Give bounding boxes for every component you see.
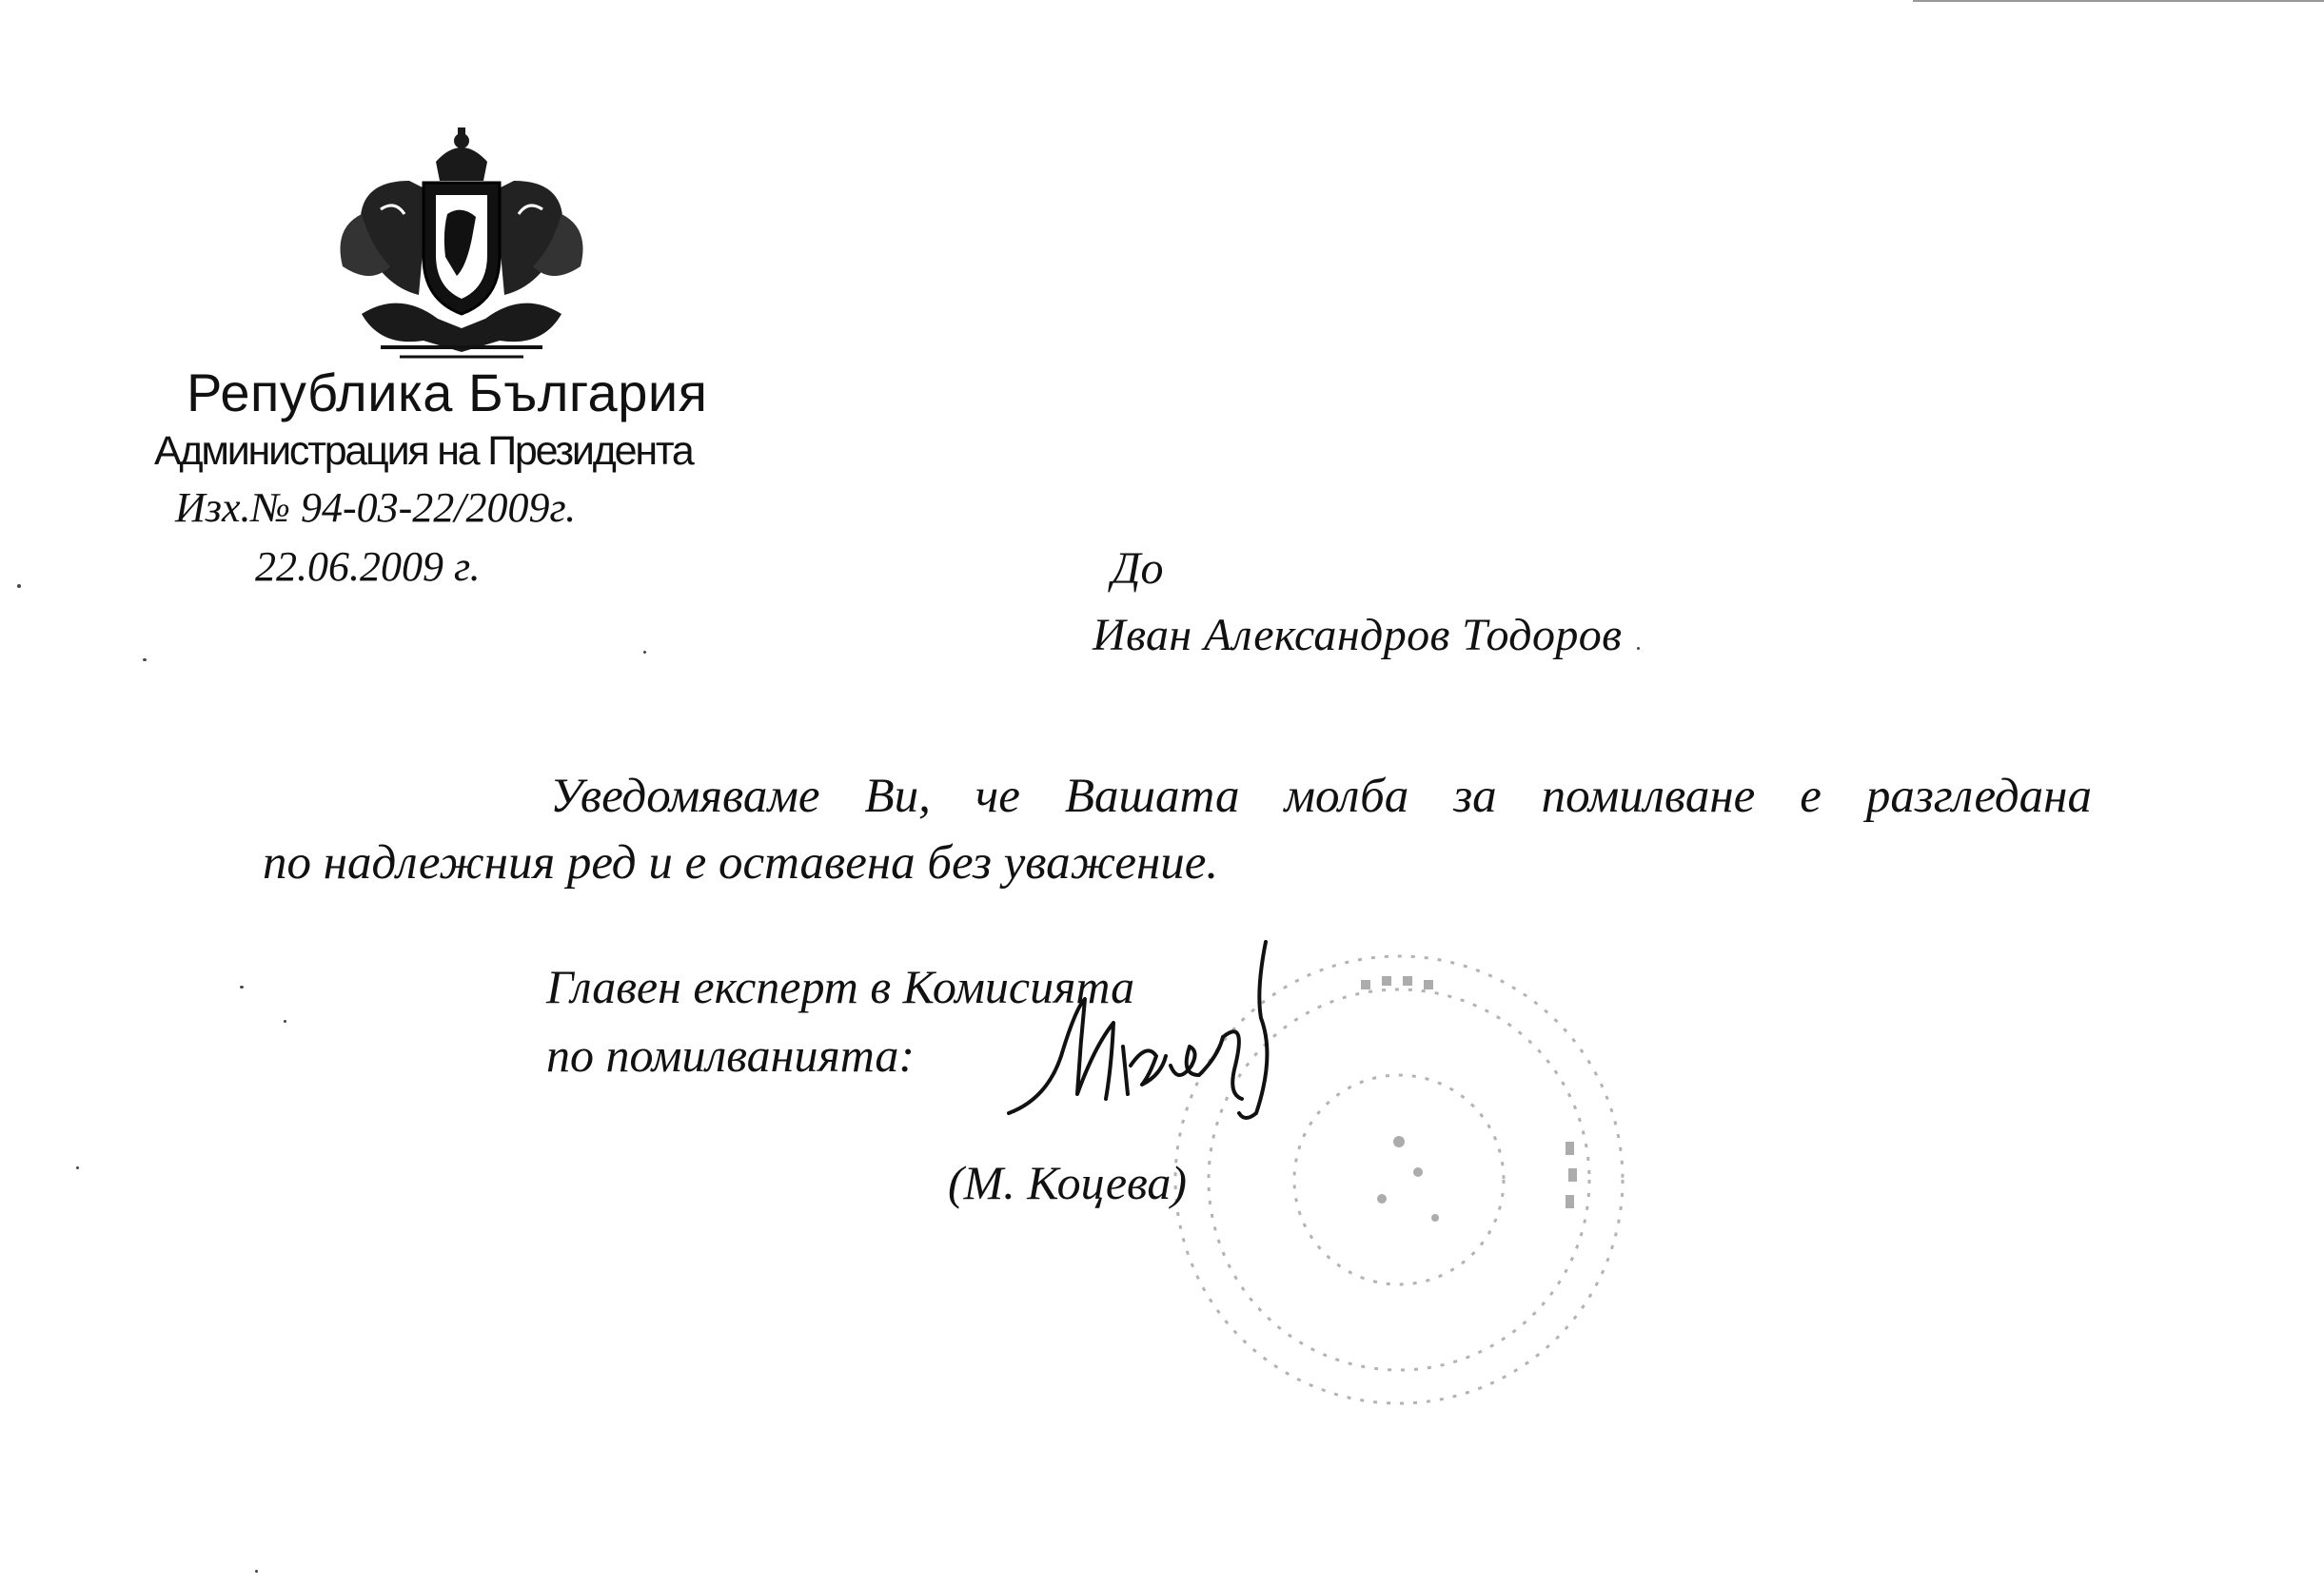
reference-number: Изх.№ 94-03-22/2009г.	[175, 484, 577, 531]
signatory-title-line-2: по помилванията:	[546, 1028, 916, 1082]
scan-speck	[240, 986, 244, 989]
body-paragraph-line-1: Уведомяваме Ви, че Вашата молба за помилване е разгледана	[550, 770, 2092, 823]
addressee-name: Иван Александров Тодоров	[1093, 610, 1623, 660]
handwritten-signature-icon	[990, 932, 1294, 1142]
scan-speck	[17, 584, 21, 588]
scan-speck	[143, 658, 147, 661]
scan-speck	[1637, 647, 1640, 650]
body-paragraph-line-2: по надлежния ред и е оставена без уважение.	[263, 836, 1219, 890]
signatory-name: (М. Коцева)	[948, 1156, 1188, 1209]
scan-speck	[643, 651, 646, 654]
organization-name: Република България	[187, 362, 708, 422]
document-date: 22.06.2009 г.	[255, 543, 481, 590]
organization-department: Администрация на Президента	[154, 428, 693, 474]
signatory-title-line-1: Главен експерт в Комисията	[546, 960, 1135, 1013]
scan-speck	[76, 1166, 79, 1169]
scan-edge-line	[1913, 0, 2324, 2]
coat-of-arms-icon	[324, 124, 600, 362]
scan-speck	[255, 1570, 258, 1573]
addressee-label: До	[1112, 543, 1164, 594]
scan-speck	[284, 1020, 286, 1023]
